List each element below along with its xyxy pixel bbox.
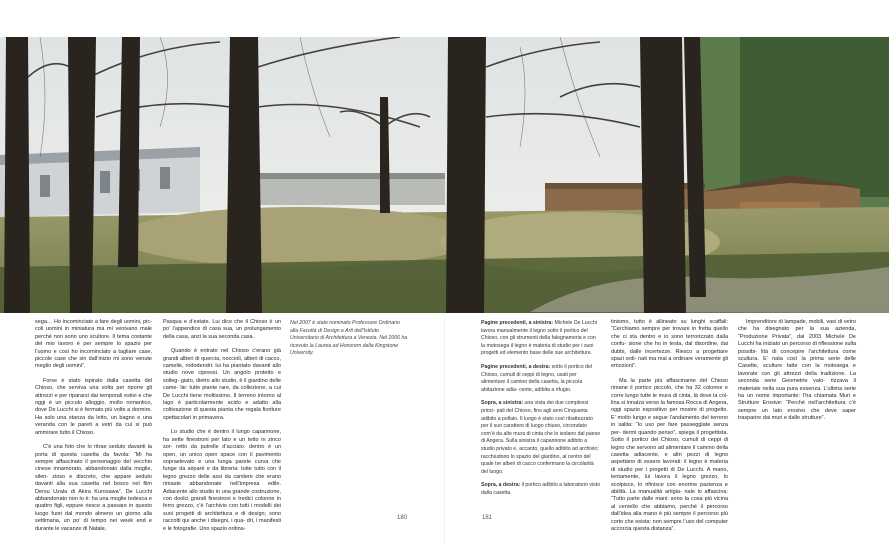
paragraph: Pasqua e d’estate. Lui dice che il Chioso è un po’ l’appendice di casa sua, un prolungamento della casa, anzi la sua seconda casa. [163, 319, 281, 340]
paragraph: tinismo, tutto è allineato su lunghi scaffali: “Cerchiamo sempre per trovare in fretta quello che ci sta dentro e io sono terrorizzato dalla confu- sione che ho in testa, dal disordine, dai dubbi, dalle incertezze. Riesco a progettare spazi ordi- nati ma mai a ordinare veramente gli emozioni”. [611, 319, 728, 370]
caption-previous-right [481, 364, 601, 394]
paragraph: Forse è stato ispirato dalla casetta del Chioso, che serviva una volta per riporre gli attrezzi e per ripararsi dai temporali estivi e che oggi è un piccolo alloggio, molto romantico, dove De Lucchi si è fermato più volte a dormire. Ha solo una stanza da letto, un bagno e una veranda con le pareti a vetri da cui si può ammirare tutto il Chioso. [35, 377, 152, 436]
caption-text: sotto il portico del Chioso, cumuli di ceppi di legno, usati per alimentare il camino della casetta, la piccola abitazione adia- cente, adibita a rifugio. [481, 363, 593, 393]
paragraph: sega… Ho incominciato a fare degli uomini, pic- coli uomini in miniatura ma mi venivano male perché non sono uno scultore. Il tema costante del mio lavoro è per sempre lo spazio per l’uomo e così ho incominciato a tagliare case, piccole case che sin dall’inizio mi sono venute meglio degli uomini”. [35, 319, 152, 370]
caption-text: il portico adibito a laboratorio visto dalla casetta. [481, 482, 601, 496]
caption-above-left [481, 400, 601, 476]
page-gutter [444, 313, 445, 544]
paragraph: Imprenditore di lampade, mobili, vasi di vetro che ha disegnato per la sua azienda, “Produzione Privata”, dal 2003 Michele De Lucchi ha iniziato un percorso di riflessione sulla possibi- lità di concepire l’architettura come scultura. E’ nata così la prima serie delle Casette, sculture fatte con la motosega e lavorate con gli attrezzi della tradizione. La seconda serie Geometrie valo- rizzava il materiale nella sua pura essenza. L’ultima serie ha un nome importante: l’ha chiamata Muri e Strutture Erosive: “Perché nell’architettura c’è sempre un lato erosivo che deve saper trasparire dai muri e dalle strutture”. [738, 319, 856, 422]
paragraph: Ma la parte più affascinante del Chioso rimane il portico piccolo, che ha 32 colonne e corre lungo tutte le mura di cinta, là dove la col- lina si innalza verso la famosa Rocca di Angera, oggi spazio espositivo per mostre di progetto. E’ molto lungo e segue l’andamento del terreno in salita: “Io uso per fare passeggiate senza per- dermi quando penso”, spiega il progettista. Sotto il portico del Chioso, cumuli di ceppi di legno che servono ad alimentare il camino della casetta adiacente, e altri pezzi di legno aspettano di essere lavorati: il legno è materia di studio per i progetti di De Lucchi. A mano, lentamente, lui lavora il legno grezzo, lo scolpisce, lo rifinisce con enorme pazienza e abilità. La manualità artigia- nale lo affascina: “Tutto parte dalle mani: sono la cosa più vicina al cervello che abbiamo, perché il percorso dall’idea alla mano è più sempre il percorso più corto che esista: non sempre l’uso del computer accorcia questa distanza”. [611, 377, 728, 532]
caption-above-right [481, 482, 601, 497]
caption-text: una vista dei due complessi princi- pali del Chioso, fino agli anni Cinquanta adibito a pollaio. Il luogo è stato così ribattezzato per il suo carattere di luogo chiuso, circondato com’è da alte mura di cinta che lo isolano dal paese di Angera. Sulla sinistra il capannone adibito a studio privato e, accanto, quello adibito ad archivio; racchiudono lo spazio del giardino, al centro del quale tre alberi di cacco confermano la circolarità del luogo. [481, 400, 601, 475]
caption-label: Pagine precedenti, a destra: [481, 363, 551, 370]
left-page-column-1 [35, 319, 152, 540]
page-number-left: 180 [397, 515, 408, 521]
paragraph: Quando è entrato nel Chioso c’erano già grandi alberi di quercia, noccioli, alberi di cacco, camelie, rododendri: lui ha piantato davanti allo studio nove cipressi. Un angolo protetto e solleg- giato, dietro allo studio, è il giardino delle came- lie: tutte piante rare, da collezione, a cui De Lucchi tiene moltissimo. Il terreno intorno al lago è particolarmente acido e adatto alla coltivazione di questa pianta che regala fioriture spettacolari in primavera. [163, 348, 281, 421]
caption-text: Michele De Lucchi lavora manualmente il legno sotto il portico del Chioso, con gli strumenti della falegnameria e con la motosega il legno è materia di studio per i suoi progetti ed elemento base delle sue architetture. [481, 320, 597, 357]
right-page-column-3 [738, 319, 856, 430]
right-page-column-2 [611, 319, 728, 540]
left-page-column-2 [163, 319, 281, 540]
right-page-captions [481, 320, 601, 503]
page-number-right: 181 [482, 515, 493, 521]
caption-label: Sopra, a destra: [481, 482, 521, 489]
caption-previous-left [481, 320, 601, 358]
caption-label: Sopra, a sinistra: [481, 400, 524, 407]
caption-label: Pagine precedenti, a sinistra: [481, 320, 554, 326]
left-page-caption: Nel 2007 è stato nominato Professore Ordinario alla Facoltà di Design e Arti dell’Istituto Universitario di Architettura a Venezia. Nel 2006 ha ricevuto la Laurea ad Honorem dalla Kingstone University. [290, 320, 408, 357]
paragraph: Lo studio che è dentro il lungo capannone, ha sette finestroni per lato e un tetto in zinco sor- retto da putrelle d’acciaio: dentro è un open, un unico open space con il pavimento sopraelevato e una lunga parete curva che funge da séparé e da libreria: tutte tutto con il legno grezzo delle assi da cantiere che erano rimaste abbandonate nell’impresa edile. Adiacente allo studio in una grande costruzione, con doolci grandi finestroni e tredici colonne in ferro grezzo, c’è l’archivio con tutti i modelli dei suoi progetti di architettura e di design; sono raccolti qui anche i disegni, i qua- dri, i manifesti e le fotografie. Uno spazio ordina- [163, 429, 281, 532]
paragraph: C’è una foto che lo ritrae seduto davanti la porta di questa casetta da favola: “Mi ha sempre affascinato il personaggio del vecchio cinese innamorato, abbandonato dalla moglie, silen- zioso e discreto, che appare seduto davanti alla sua casetta nel bosco nel film Dersu Uzala di Akira Kurosawa”. De Lucchi abbandonato non lo è: ha una moglie tedesca e quattro figli, eppure riesce a passare in questo luogo fuori dal mondo almeno un giorno alla settimana, un po’ di tempo nei week end e durante le vacanze di Natale, [35, 444, 152, 532]
panoramic-photo [0, 37, 889, 313]
